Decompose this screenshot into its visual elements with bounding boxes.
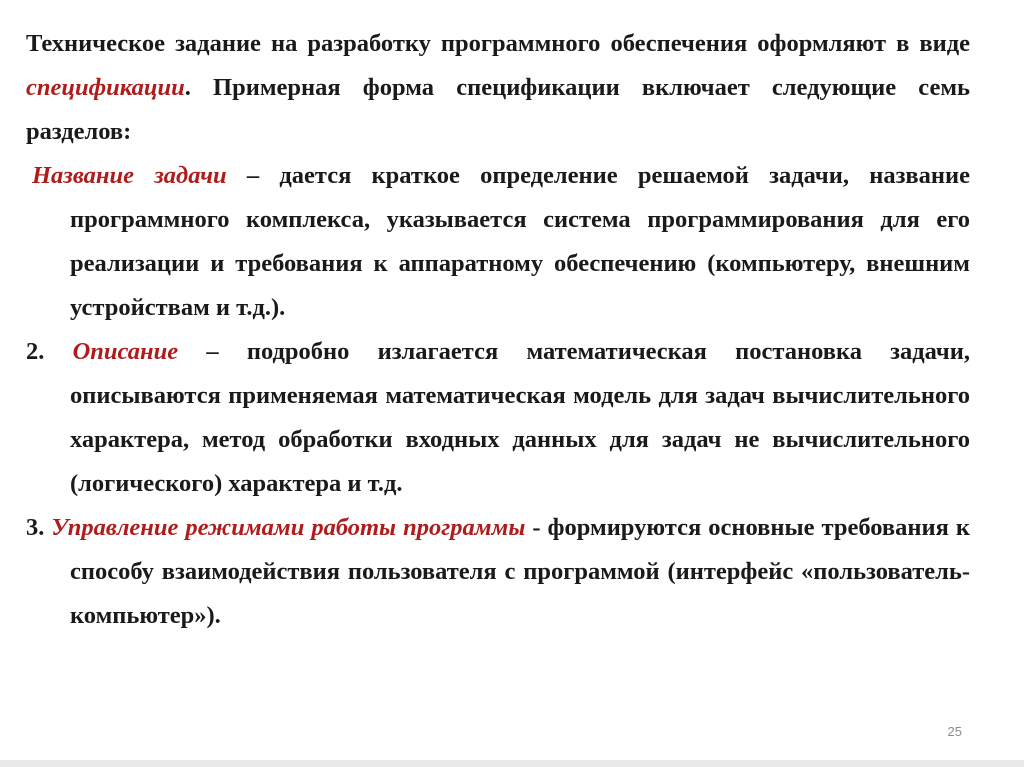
intro-highlight-term: спецификации: [26, 74, 185, 101]
section-item-1: [26, 154, 970, 330]
section-title: Описание: [72, 338, 179, 365]
section-body: дается краткое определение решаемой задачи, название программного комплекса, указывается система программирования для его реализации и требования к аппаратному обеспечению (компьютеру, внешним устройствам и т.д.).: [70, 162, 971, 321]
section-separator: –: [178, 338, 247, 365]
bottom-divider: [0, 760, 1024, 767]
intro-paragraph: [26, 22, 970, 154]
intro-text-start: Техническое задание на разработку программного обеспечения оформляют в виде: [26, 30, 970, 57]
section-title: Управление режимами работы программы: [51, 514, 526, 541]
section-body: формируются основные требования к способу взаимодействия пользователя с программой (интерфейс «пользователь-компьютер»).: [70, 514, 971, 629]
section-separator: -: [525, 514, 548, 541]
section-item-2: [26, 330, 970, 506]
section-separator: –: [226, 162, 280, 189]
slide-content: [26, 22, 970, 638]
section-number: 2.: [26, 338, 73, 365]
section-item-3: [26, 506, 970, 638]
page-number: 25: [947, 724, 962, 739]
intro-text-end: . Примерная форма спецификации включает следующие семь разделов:: [26, 74, 970, 145]
section-body: подробно излагается математическая постановка задачи, описываются применяемая математическая модель для задач вычислительного характера, метод обработки входных данных для задач не вычислительного (логического) характера и т.д.: [70, 338, 970, 497]
section-title: Название задачи: [32, 162, 227, 189]
section-number: 3.: [26, 514, 52, 541]
